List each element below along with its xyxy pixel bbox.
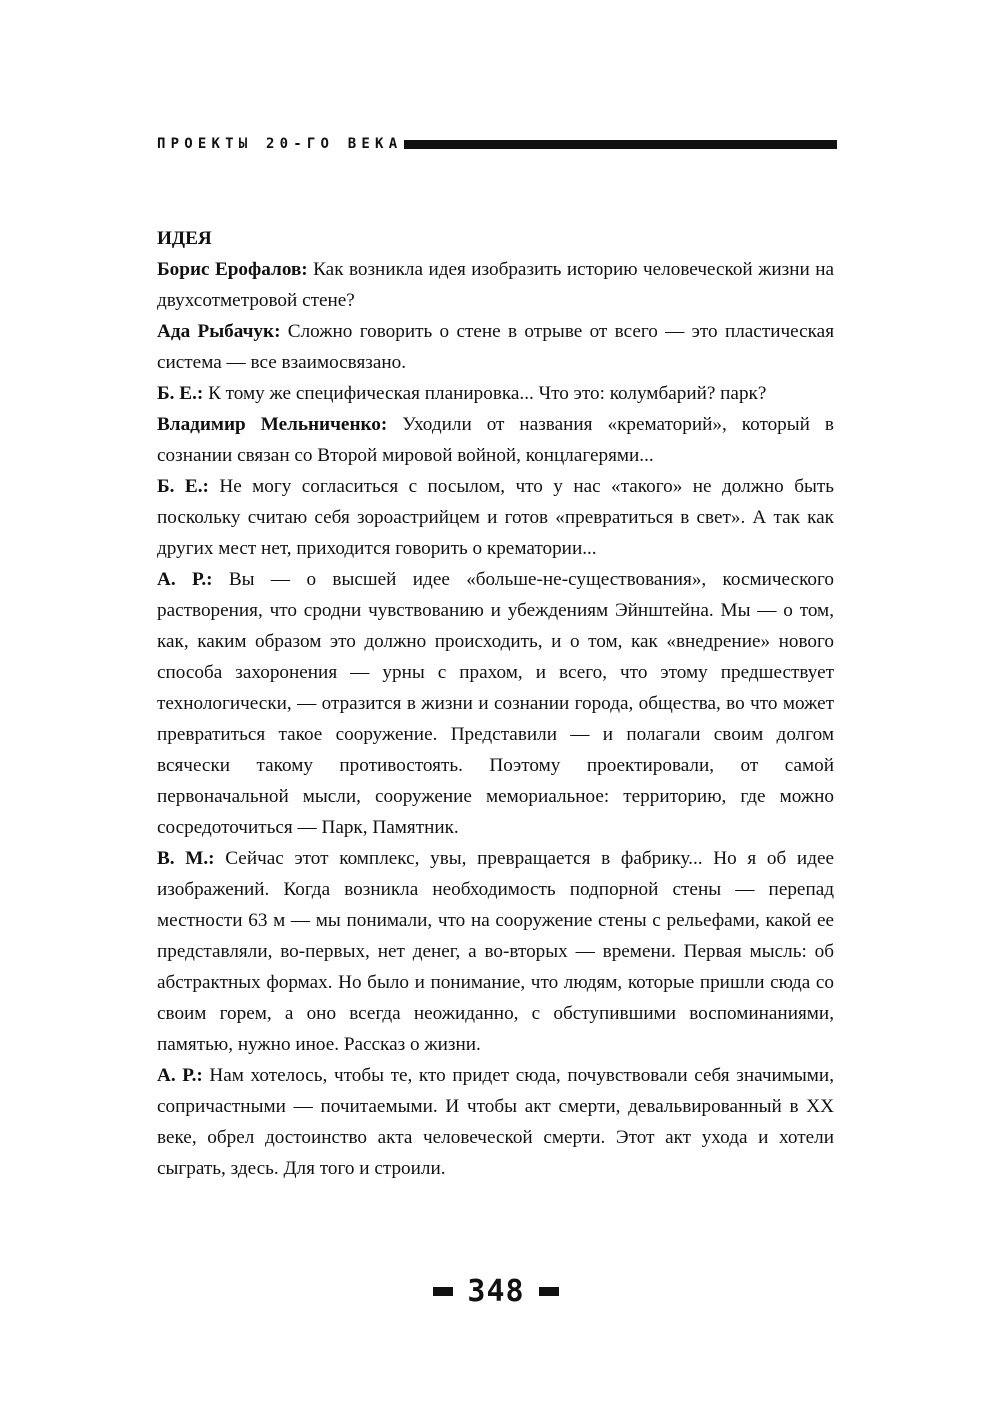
speaker-name: В. М.: [157,848,215,869]
speaker-name: А. Р.: [157,1065,203,1086]
paragraph [157,378,834,409]
speaker-name: Борис Ерофалов: [157,259,308,280]
page-body [157,223,834,1184]
folio-mark-left [433,1287,453,1296]
paragraph-text: Сложно говорить о стене в отрыве от всего — это пластическая система — все взаимосвязано. [157,321,835,373]
page-number: 348 [467,1273,525,1309]
paragraph-text: Нам хотелось, чтобы те, кто придет сюда, почувствовали себя значимыми, сопричастными — почитаемыми. И чтобы акт смерти, девальвированный в XX веке, обрел достоинство акта человеческой смерти. Этот акт ухода и хотели сыграть, здесь. Для того и строили. [157,1065,834,1179]
running-header [157,132,837,156]
speaker-name: Б. Е.: [157,383,204,404]
section-title: ИДЕЯ [157,228,212,249]
header-rule [404,140,837,149]
paragraph-text: Не могу согласиться с посылом, что у нас «такого» не должно быть поскольку считаю себя зороастрийцем и готов «превратиться в свет». А так как других мест нет, приходится говорить о крематории... [157,476,834,559]
speaker-name: А. Р.: [157,569,213,590]
paragraph [157,564,834,843]
paragraph [157,471,834,564]
speaker-name: Б. Е.: [157,476,209,497]
paragraph [157,843,834,1060]
running-title: ПРОЕКТЫ 20-ГО ВЕКА [157,136,403,152]
paragraph [157,254,834,316]
page-footer [0,1273,992,1309]
speaker-name: Ада Рыбачук: [157,321,281,342]
paragraph [157,409,834,471]
paragraph-text: Как возникла идея изобразить историю человеческой жизни на двухсотметровой стене? [157,259,834,311]
paragraph [157,316,834,378]
paragraph-text: Сейчас этот комплекс, увы, превращается в фабрику... Но я об идее изображений. Когда возникла необходимость подпорной стены — перепад местности 63 м — мы понимали, что на сооружение стены с рельефами, какой ее представляли, во-первых, нет денег, а во-вторых — времени. Первая мысль: об абстрактных формах. Но было и понимание, что людям, которые пришли сюда со своим горем, а оно всегда неожиданно, с обступившими воспоминаниями, памятью, нужно иное. Рассказ о жизни. [157,848,834,1055]
paragraph-text: Уходили от названия «крематорий», который в сознании связан со Второй мировой войной, концлагерями... [157,414,834,466]
paragraph-text: К тому же специфическая планировка... Что это: колумбарий? парк? [208,383,767,404]
paragraph-text: Вы — о высшей идее «больше-не-существования», космического растворения, что сродни чувствованию и убеждениям Эйнштейна. Мы — о том, как, каким образом это должно происходить, и о том, как «внедрение» нового способа захоронения — урны с прахом, и всего, что этому предшествует технологически, — отразится в жизни и сознании города, общества, во что может превратиться такое сооружение. Представили — и полагали своим долгом всячески такому противостоять. Поэтому проектировали, от самой первоначальной мысли, сооружение мемориальное: территорию, где можно сосредоточиться — Парк, Памятник. [157,569,834,838]
speaker-name: Владимир Мельниченко: [157,414,388,435]
paragraph [157,1060,834,1184]
folio-mark-right [539,1287,559,1296]
